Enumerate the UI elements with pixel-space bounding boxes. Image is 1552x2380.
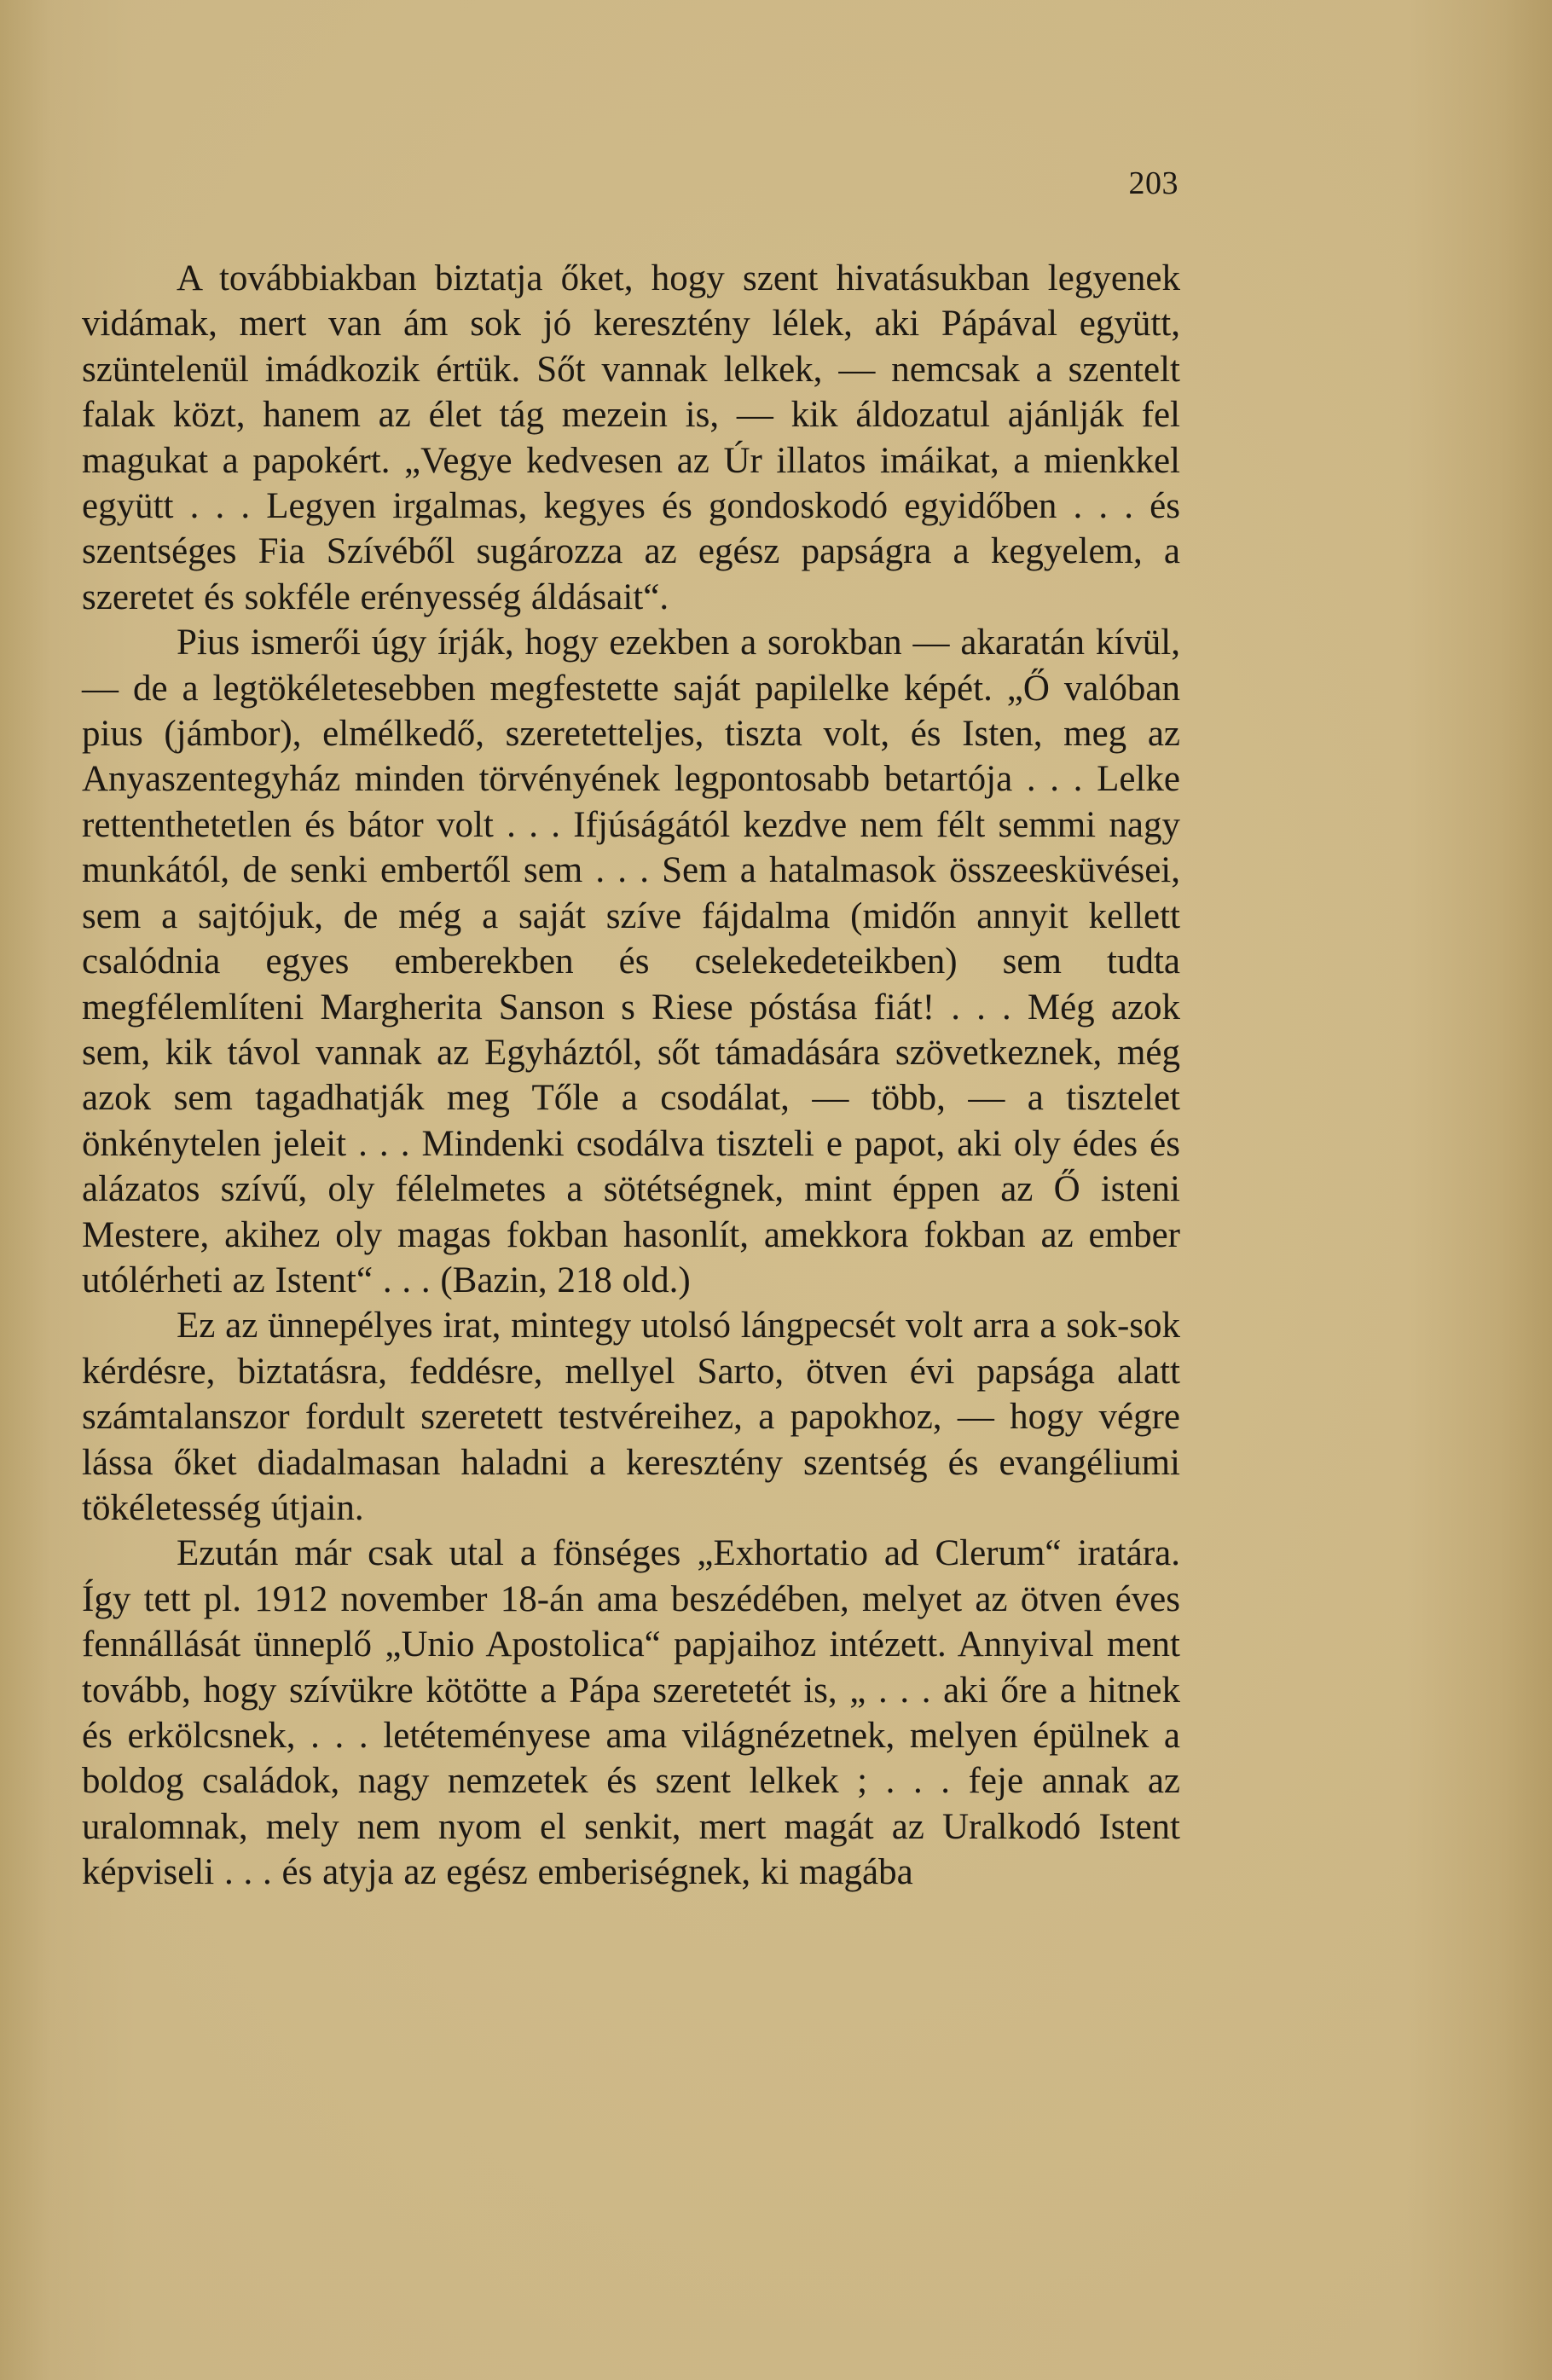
body-text (82, 256, 1180, 1896)
paragraph: A továbbiakban biztatja őket, hogy szent hivatásukban legyenek vidámak, mert van ám sok jó keresztény lélek, aki Pápával együtt, szüntelenül imádkozik értük. Sőt vannak lelkek, — nemcsak a szentelt falak közt, hanem az élet tág mezein is, — kik áldozatul ajánlják fel magukat a papokért. „Vegye kedvesen az Úr illatos imáikat, a mienkkel együtt . . . Legyen irgalmas, kegyes és gondoskodó egyidőben . . . és szentséges Fia Szívéből sugározza az egész papságra a kegyelem, a szeretet és sokféle erényesség áldásait“. (82, 258, 1180, 617)
paragraph: Ez az ünnepélyes irat, mintegy utolsó lángpecsét volt arra a sok-sok kérdésre, biztatásra, feddésre, mellyel Sarto, ötven évi papsága alatt számtalanszor fordult szeretett testvéreihez, a papokhoz, — hogy végre lássa őket diadalmasan haladni a keresztény szentség és evangéliumi tökéletesség útjain. (82, 1306, 1180, 1528)
page-number: 203 (1128, 165, 1178, 201)
paragraph: Pius ismerői úgy írják, hogy ezekben a sorokban — akaratán kívül, — de a legtökéletesebben megfestette saját papilelke képét. „Ő valóban pius (jámbor), elmélkedő, szeretetteljes, tiszta volt, és Isten, meg az Anyaszentegyház minden törvényének legpontosabb betartója . . . Lelke rettenthetetlen és bátor volt . . . Ifjúságától kezdve nem félt semmi nagy munkától, de senki embertől sem . . . Sem a hatalmasok összeesküvései, sem a sajtójuk, de még a saját szíve fájdalma (midőn annyit kellett csalódnia egyes emberekben és cselekedeteikben) sem tudta megfélemlíteni Margherita Sanson s Riese póstása fiát! . . . Még azok sem, kik távol vannak az Egyháztól, sőt támadására szövetkeznek, még azok sem tagadhatják meg Tőle a csodálat, — több, — a tisztelet önkénytelen jeleit . . . Mindenki csodálva tiszteli e papot, aki oly édes és alázatos szívű, oly félelmetes a sötétségnek, mint éppen az Ő isteni Mestere, akihez oly magas fokban hasonlít, amekkora fokban az ember utólérheti az Istent“ . . . (Bazin, 218 old.) (82, 623, 1180, 1300)
paragraph: Ezután már csak utal a fönséges „Exhortatio ad Clerum“ iratára. Így tett pl. 1912 november 18-án ama beszédében, melyet az ötven éves fennállását ünneplő „Unio Apostolica“ papjaihoz intézett. Annyival ment tovább, hogy szívükre kötötte a Pápa szeretetét is, „ . . . aki őre a hitnek és erkölcsnek, . . . letéteményese ama világnézetnek, melyen épülnek a boldog családok, nagy nemzetek és szent lelkek ; . . . feje annak az uralomnak, mely nem nyom el senkit, mert magát az Uralkodó Istent képviseli . . . és atyja az egész emberiségnek, ki magába (82, 1533, 1180, 1893)
